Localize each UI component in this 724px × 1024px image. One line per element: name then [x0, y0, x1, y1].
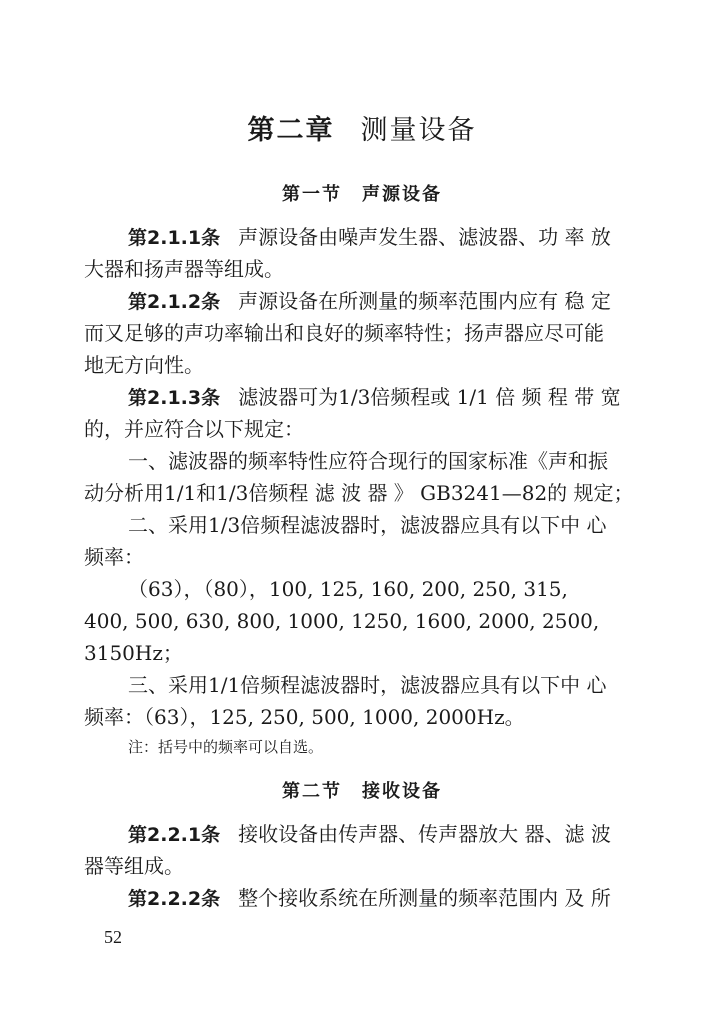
article-2-1-2-line-2: 而又足够的声功率输出和良好的频率特性；扬声器应尽可能	[84, 321, 604, 345]
article-2-1-2-line-1	[128, 289, 644, 314]
article-2-1-3-line-2: 的，并应符合以下规定：	[84, 417, 304, 441]
article-text: 声源设备在所测量的频率范围内应有 稳 定	[238, 289, 611, 313]
section-1-name: 声源设备	[362, 184, 442, 205]
item-2-frequencies-3: 3150Hz；	[84, 641, 183, 665]
article-2-2-1-line-1	[128, 822, 644, 847]
item-1-line-1: 一、滤波器的频率特性应符合现行的国家标准《声和振	[128, 449, 608, 473]
section-2-label: 第二节	[282, 781, 342, 802]
chapter-number: 第二章	[247, 115, 335, 146]
chapter-name: 测量设备	[360, 115, 477, 146]
item-3-line-1: 三、采用1/1倍频程滤波器时，滤波器应具有以下中 心	[128, 673, 607, 697]
chapter-title	[0, 108, 724, 147]
section-1-title	[0, 180, 724, 206]
article-text: 滤波器可为1/3倍频程或 1/1 倍 频 程 带 宽	[238, 385, 621, 409]
article-2-1-3-id: 第2.1.3条	[128, 387, 221, 409]
article-2-1-2-line-3: 地无方向性。	[84, 353, 204, 377]
article-text: 整个接收系统在所测量的频率范围内 及 所	[238, 886, 611, 910]
section-2-title	[0, 777, 724, 803]
note: 注：括号中的频率可以自选。	[128, 738, 324, 756]
article-2-2-2-id: 第2.2.2条	[128, 888, 221, 910]
article-2-1-1-line-2: 大器和扬声器等组成。	[84, 257, 284, 281]
article-text: 接收设备由传声器、传声器放大 器、滤 波	[238, 822, 611, 846]
article-2-2-2-line-1	[128, 886, 644, 911]
article-text: 声源设备由噪声发生器、滤波器、功 率 放	[238, 225, 611, 249]
article-2-2-1-id: 第2.2.1条	[128, 824, 221, 846]
article-2-2-1-line-2: 器等组成。	[84, 854, 184, 878]
item-2-line-1: 二、采用1/3倍频程滤波器时，滤波器应具有以下中 心	[128, 513, 607, 537]
item-1-line-2: 动分析用1/1和1/3倍频程 滤 波 器 》 GB3241—82的 规定；	[84, 481, 634, 505]
page-number: 52	[104, 927, 122, 947]
item-2-frequencies-1: （63），（80），100, 125, 160, 200, 250, 315,	[128, 577, 568, 601]
item-2-line-2: 频率：	[84, 545, 144, 569]
section-1-label: 第一节	[282, 184, 342, 205]
article-2-1-1-line-1	[128, 225, 644, 250]
item-3-line-2: 频率：（63），125, 250, 500, 1000, 2000Hz。	[84, 705, 525, 729]
section-2-name: 接收设备	[362, 781, 442, 802]
article-2-1-1-id: 第2.1.1条	[128, 227, 221, 249]
item-2-frequencies-2: 400, 500, 630, 800, 1000, 1250, 1600, 2000, 2500,	[84, 609, 600, 633]
article-2-1-3-line-1	[128, 385, 644, 410]
article-2-1-2-id: 第2.1.2条	[128, 291, 221, 313]
